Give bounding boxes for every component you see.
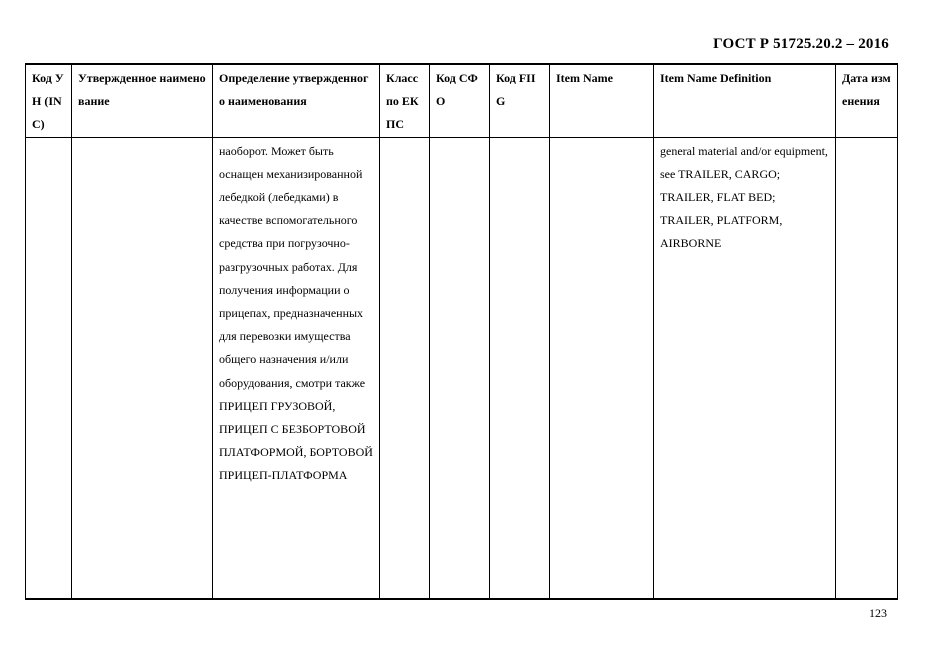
document-standard-header: ГОСТ Р 51725.20.2 – 2016 — [713, 36, 889, 52]
column-header-sfo-code: Код СФО — [430, 64, 490, 137]
cell-item-name-definition: general material and/or equipment, see TRAILER, CARGO; TRAILER, FLAT BED; TRAILER, PLATFORM, AIRBORNE — [654, 137, 836, 599]
cell-fiig-code — [490, 137, 550, 599]
column-header-item-name-definition: Item Name Definition — [654, 64, 836, 137]
cell-ekps-class — [380, 137, 430, 599]
column-header-item-name: Item Name — [550, 64, 654, 137]
column-header-fiig-code: Код FIIG — [490, 64, 550, 137]
cell-inc-code — [26, 137, 72, 599]
item-names-table — [25, 63, 898, 600]
table-row — [26, 137, 898, 599]
table-header-row — [26, 64, 898, 137]
column-header-ekps-class: Класс по ЕКПС — [380, 64, 430, 137]
cell-approved-name-definition: наоборот. Может быть оснащен механизированной лебедкой (лебедками) в качестве вспомогательного средства при погрузочно-разгрузочных работах. Для получения информации о прицепах, предназначенных для перевозки имущества общего назначения и/или оборудования, смотри также ПРИЦЕП ГРУЗОВОЙ, ПРИЦЕП С БЕЗБОРТОВОЙ ПЛАТФОРМОЙ, БОРТОВОЙ ПРИЦЕП-ПЛАТФОРМА — [213, 137, 380, 599]
column-header-approved-name-definition: Определение утвержденного наименования — [213, 64, 380, 137]
column-header-change-date: Дата изменения — [836, 64, 898, 137]
column-header-approved-name: Утвержденное наименование — [72, 64, 213, 137]
cell-approved-name — [72, 137, 213, 599]
column-header-inc-code: Код УН (INC) — [26, 64, 72, 137]
cell-sfo-code — [430, 137, 490, 599]
page-number: 123 — [869, 606, 887, 620]
cell-item-name — [550, 137, 654, 599]
cell-change-date — [836, 137, 898, 599]
